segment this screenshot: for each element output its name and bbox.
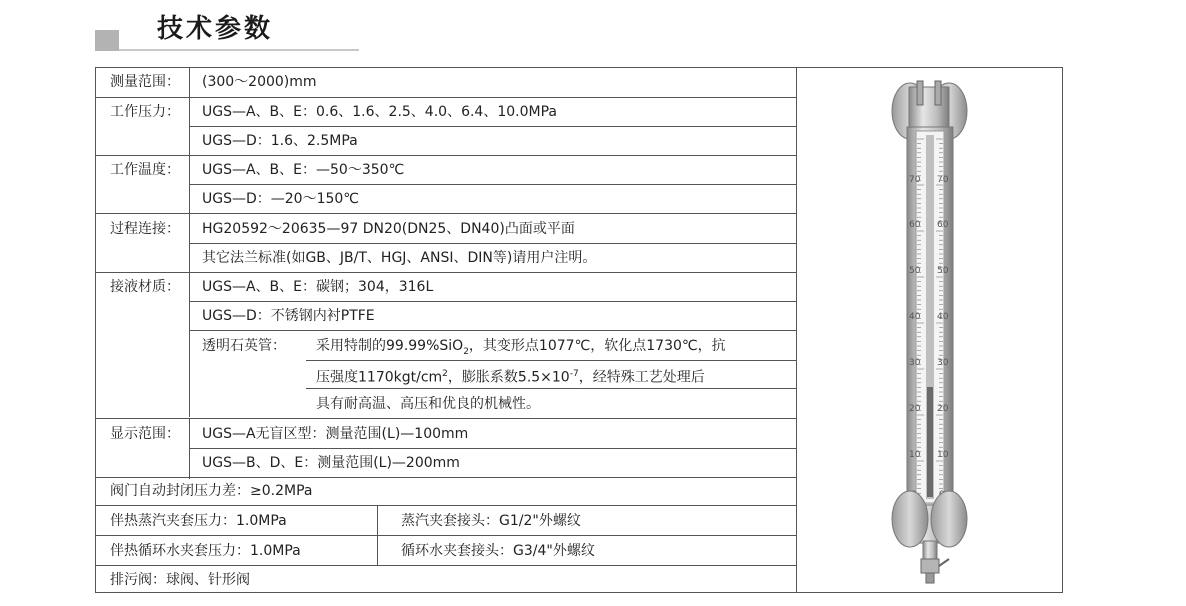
- scale-tick-label: 30: [937, 358, 949, 368]
- row-divider: [189, 301, 796, 302]
- quartz-line-3: 具有耐高温、高压和优良的机械性。: [316, 396, 540, 412]
- row-divider: [96, 272, 796, 273]
- display-value-b: UGS—B、D、E：测量范围(L)—200mm: [202, 455, 460, 471]
- scale-tick-label: 50: [937, 266, 949, 276]
- pressure-value-d: UGS—D：1.6、2.5MPa: [202, 133, 358, 149]
- row-divider: [189, 330, 796, 331]
- row-divider: [96, 565, 796, 566]
- row-divider: [306, 360, 796, 361]
- level-gauge-illustration: [797, 67, 1063, 593]
- pressure-value-a: UGS—A、B、E：0.6、1.6、2.5、4.0、6.4、10.0MPa: [202, 104, 557, 120]
- display-value-a: UGS—A无盲区型：测量范围(L)—100mm: [202, 426, 469, 442]
- scale-tick-label: 20: [909, 404, 921, 414]
- quartz-line-1-sub: 2: [463, 346, 469, 357]
- range-value: (300～2000)mm: [202, 74, 317, 90]
- water-jacket-joint: 循环水夹套接头：G3/4"外螺纹: [401, 543, 595, 559]
- material-label: 接液材质：: [110, 279, 180, 295]
- scale-tick-label: 10: [937, 450, 949, 460]
- row-divider: [96, 155, 796, 156]
- row-divider: [96, 505, 796, 506]
- quartz-line-1-pre: 采用特制的99.99%SiO: [316, 338, 464, 354]
- page-title: 技术参数: [157, 14, 274, 44]
- quartz-line-2-sup: 2: [442, 369, 448, 379]
- product-image-panel: [796, 67, 1063, 593]
- drain-valve-icon: [921, 559, 949, 583]
- quartz-line-2-sup2: -7: [569, 369, 579, 379]
- temperature-value-d: UGS—D：—20～150℃: [202, 191, 360, 207]
- row-divider: [189, 126, 796, 127]
- scale-tick-label: 60: [909, 220, 921, 230]
- scale-tick-label: 50: [909, 266, 921, 276]
- quartz-line-1-post: ，其变形点1077℃，软化点1730℃，抗: [468, 338, 726, 354]
- material-value-a: UGS—A、B、E：碳钢；304，316L: [202, 279, 434, 295]
- quartz-line-2-mid: ，膨胀系数5.5×10: [447, 369, 570, 386]
- connection-label: 过程连接：: [110, 221, 180, 237]
- quartz-line-2-post: ，经特殊工艺处理后: [578, 369, 705, 386]
- scale-tick-label: 40: [909, 312, 921, 322]
- row-divider: [96, 477, 796, 478]
- quartz-line-2: [316, 367, 705, 385]
- scale-tick-label: 70: [937, 175, 949, 185]
- quartz-label: 透明石英管：: [202, 338, 286, 354]
- row-divider: [189, 448, 796, 449]
- header-underline: [119, 49, 359, 51]
- row-divider: [306, 388, 796, 389]
- liquid-column: [927, 387, 933, 497]
- scale-tick-label: 20: [937, 404, 949, 414]
- row-divider: [189, 243, 796, 244]
- row-divider: [96, 213, 796, 214]
- scale-tick-label: 10: [909, 450, 921, 460]
- quartz-line-1: [316, 339, 726, 359]
- pressure-label: 工作压力：: [110, 104, 180, 120]
- scale-tick-label: 30: [909, 358, 921, 368]
- row-divider: [96, 418, 796, 419]
- connection-value-2: 其它法兰标准(如GB、JB/T、HGJ、ANSI、DIN等)请用户注明。: [202, 250, 597, 266]
- row-divider: [96, 535, 796, 536]
- temperature-label: 工作温度：: [110, 162, 180, 178]
- scale-tick-label: 60: [937, 220, 949, 230]
- material-value-d: UGS—D：不锈钢内衬PTFE: [202, 308, 375, 324]
- row-divider: [189, 184, 796, 185]
- header-marker: [95, 30, 119, 51]
- range-label: 测量范围：: [110, 74, 180, 90]
- steam-jacket-joint: 蒸汽夹套接头：G1/2"外螺纹: [401, 513, 581, 529]
- quartz-line-2-pre: 压强度1170kgt/cm: [316, 369, 443, 386]
- temperature-value-a: UGS—A、B、E：—50～350℃: [202, 162, 405, 178]
- connection-value-1: HG20592～20635—97 DN20(DN25、DN40)凸面或平面: [202, 221, 575, 237]
- row-divider: [96, 97, 796, 98]
- water-jacket-pressure: 伴热循环水夹套压力：1.0MPa: [110, 543, 301, 559]
- valve-close-pressure: 阀门自动封闭压力差：≥0.2MPa: [110, 483, 313, 499]
- steam-jacket-pressure: 伴热蒸汽夹套压力：1.0MPa: [110, 513, 287, 529]
- display-label: 显示范围：: [110, 426, 180, 442]
- scale-tick-label: 40: [937, 312, 949, 322]
- drain-valve: 排污阀：球阀、针形阀: [110, 572, 250, 588]
- scale-tick-label: 70: [909, 175, 921, 185]
